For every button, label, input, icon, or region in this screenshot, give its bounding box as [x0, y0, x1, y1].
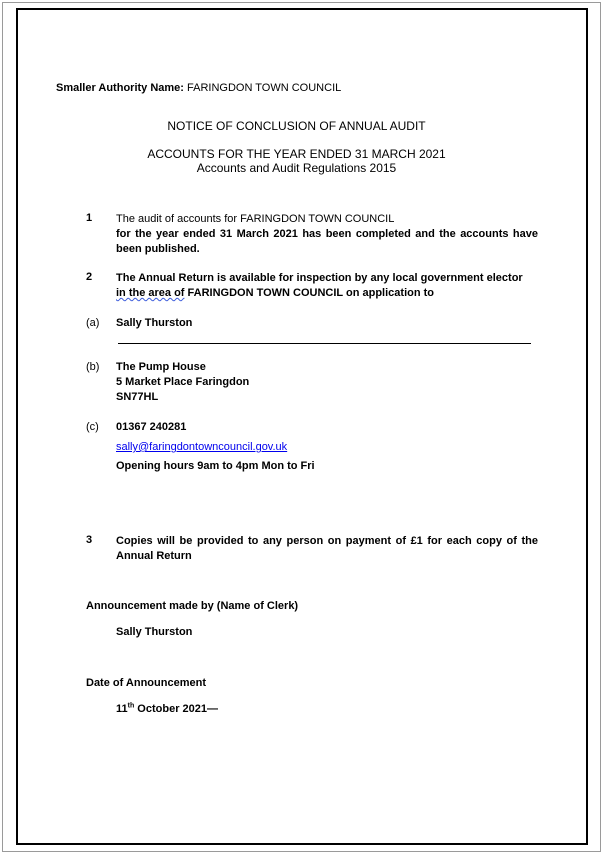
phone-number: 01367 240281	[116, 421, 187, 433]
date-rest: October 2021—	[134, 703, 219, 715]
authority-label: Smaller Authority Name:	[56, 82, 184, 94]
item-3-text: Copies will be provided to any person on payment of £1 for each copy of the Annual Return	[116, 535, 538, 562]
authority-line	[56, 81, 341, 96]
opening-hours: Opening hours 9am to 4pm Mon to Fri	[116, 460, 315, 472]
item-c-label: (c)	[86, 421, 99, 433]
item-3-number: 3	[86, 534, 93, 546]
accounts-heading: ACCOUNTS FOR THE YEAR ENDED 31 MARCH 2021	[147, 147, 446, 161]
notice-title: NOTICE OF CONCLUSION OF ANNUAL AUDIT	[167, 119, 426, 133]
address-line-1: The Pump House	[116, 361, 206, 373]
item-b-label: (b)	[86, 361, 100, 373]
item-2-line2-rest: FARINGDON TOWN COUNCIL on application to	[184, 287, 434, 299]
email-line	[116, 440, 287, 455]
item-1-number: 1	[86, 212, 93, 224]
date-day: 11	[116, 703, 128, 715]
item-1-line1: The audit of accounts for FARINGDON TOWN COUNCIL	[116, 213, 395, 225]
date-suffix: th	[127, 702, 135, 710]
email-link[interactable]: sally@faringdontowncouncil.gov.uk	[116, 441, 288, 453]
item-2-number: 2	[86, 271, 93, 283]
item-2-line2	[116, 286, 434, 301]
announcement-date	[116, 702, 218, 717]
item-1-line2: for the year ended 31 March 2021 has been completed and the accounts have been published.	[116, 228, 538, 255]
address-line-2: 5 Market Place Faringdon	[116, 376, 250, 388]
clerk-name: Sally Thurston	[116, 626, 193, 638]
date-label: Date of Announcement	[86, 677, 206, 689]
item-a-name: Sally Thurston	[116, 317, 193, 329]
announcement-label: Announcement made by (Name of Clerk)	[86, 600, 299, 612]
signature-line	[118, 343, 531, 344]
authority-name: FARINGDON TOWN COUNCIL	[187, 82, 342, 94]
item-2-area-phrase: in the area of	[116, 287, 185, 299]
address-line-3: SN77HL	[116, 391, 159, 403]
regulations-heading: Accounts and Audit Regulations 2015	[196, 161, 397, 175]
item-2-line1: The Annual Return is available for inspection by any local government elector	[116, 272, 523, 284]
item-a-label: (a)	[86, 317, 100, 329]
